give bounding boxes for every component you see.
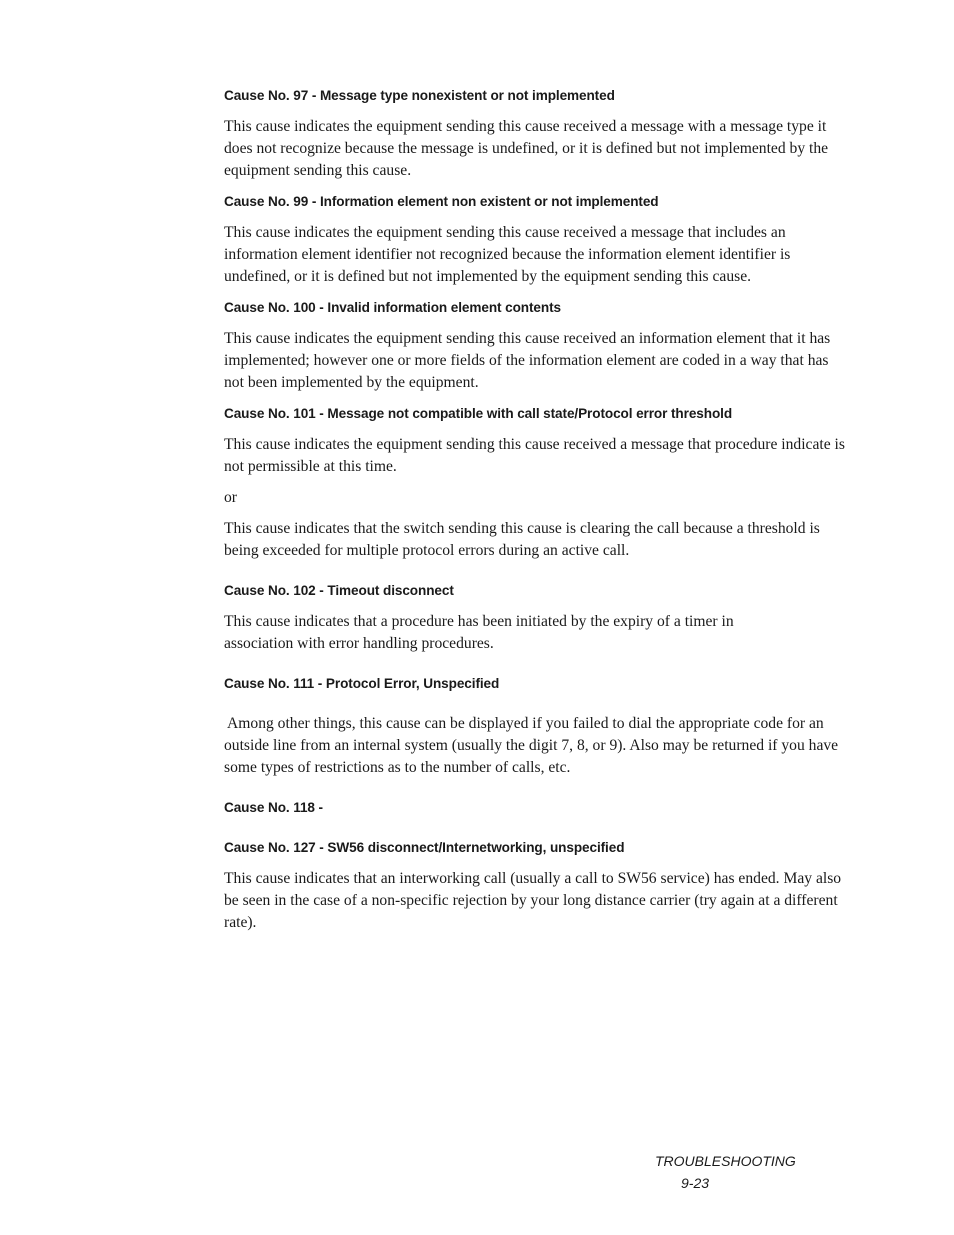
cause-99-description: This cause indicates the equipment sending this cause received a message that includes an information element identifier not recognized because the information element identifier is undefined, or it is defined but not implemented by the equipment sending this cause.: [224, 224, 791, 285]
cause-97-section: [224, 85, 850, 182]
cause-101-description: This cause indicates the equipment sending this cause received a message that procedure indicate is not permissible at this time.: [224, 436, 845, 475]
cause-127-heading: Cause No. 127 - SW56 disconnect/Internetworking, unspecified: [224, 840, 625, 855]
cause-111-section: [224, 673, 850, 779]
cause-100-heading: Cause No. 100 - Invalid information element contents: [224, 300, 561, 315]
cause-97-heading: Cause No. 97 - Message type nonexistent or not implemented: [224, 88, 615, 103]
cause-100-description: This cause indicates the equipment sending this cause received an information element that it has implemented; however one or more fields of the information element are coded in a way that has not been implemented by the equipment.: [224, 330, 831, 391]
cause-102-section: [224, 580, 850, 655]
cause-118-heading: Cause No. 118 -: [224, 800, 323, 815]
cause-127-section: [224, 837, 850, 934]
cause-101-alt-description: This cause indicates that the switch sending this cause is clearing the call because a threshold is being exceeded for multiple protocol errors during an active call.: [224, 520, 820, 559]
cause-101-heading: Cause No. 101 - Message not compatible with call state/Protocol error threshold: [224, 406, 733, 421]
cause-111-heading: Cause No. 111 - Protocol Error, Unspecified: [224, 676, 500, 691]
cause-118-section: [224, 797, 850, 819]
cause-127-description: This cause indicates that an interworking call (usually a call to SW56 service) has ended. May also be seen in the case of a non-specific rejection by your long distance carrier (try again at a different rate).: [224, 870, 842, 931]
cause-97-description: This cause indicates the equipment sending this cause received a message with a message type it does not recognize because the message is undefined, or it is defined but not implemented by the equipment sending this cause.: [224, 118, 829, 179]
spacer: [224, 664, 850, 673]
document-body: [224, 85, 850, 943]
page-footer: [655, 1150, 845, 1194]
spacer: [224, 704, 850, 713]
cause-101-section: [224, 403, 850, 562]
spacer: [224, 828, 850, 837]
footer-page-number: 9-23: [681, 1175, 710, 1191]
cause-99-section: [224, 191, 850, 288]
footer-section-name: TROUBLESHOOTING: [655, 1153, 796, 1169]
spacer: [224, 788, 850, 797]
cause-102-heading: Cause No. 102 - Timeout disconnect: [224, 583, 454, 598]
spacer: [224, 571, 850, 580]
cause-102-description: This cause indicates that a procedure has been initiated by the expiry of a timer in association with error handling procedures.: [224, 613, 734, 652]
cause-99-heading: Cause No. 99 - Information element non existent or not implemented: [224, 194, 659, 209]
cause-111-description: Among other things, this cause can be displayed if you failed to dial the appropriate code for an outside line from an internal system (usually the digit 7, 8, or 9). Also may be returned if you have some types of restrictions as to the number of calls, etc.: [224, 715, 839, 776]
cause-101-or-separator: or: [224, 489, 237, 506]
cause-100-section: [224, 297, 850, 394]
